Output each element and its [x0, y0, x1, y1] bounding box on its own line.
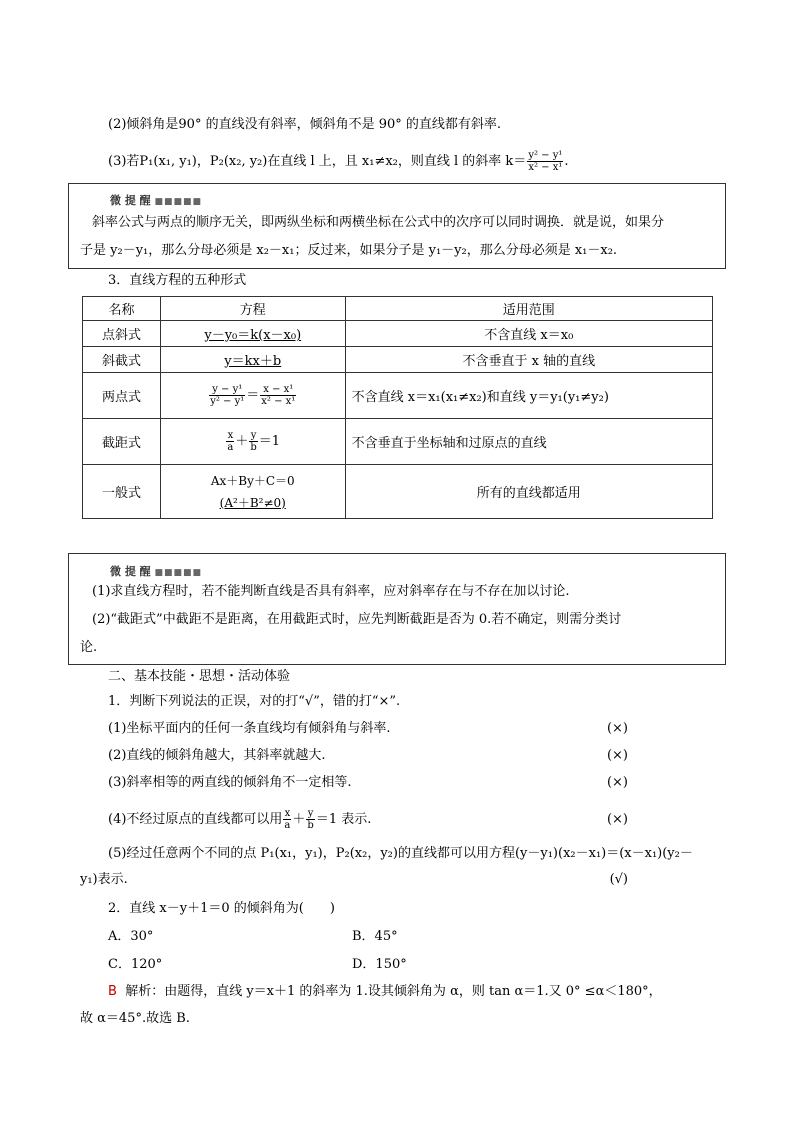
item-text: (2)直线的倾斜角越大，其斜率就越大. [108, 748, 326, 763]
tip-1-line-2: 子是 y₂－y₁，那么分母必须是 x₂－x₁；反过来，如果分子是 y₁－y₂，那么分母必须是 x₁－x₂. [80, 243, 618, 258]
table-row [83, 347, 713, 373]
equation-operator: ＋ [292, 812, 306, 827]
item-mark: (×) [606, 748, 628, 763]
line-equation-forms-table [82, 296, 713, 519]
tip-2-line-2: (2)“截距式”中截距不是距离，在用截距式时，应先判断截距是否为 0.若不确定，则需分类讨 [92, 612, 622, 627]
fraction-numerator: y [250, 430, 257, 441]
form-equation-text: y－y₀＝k(x－x₀) [204, 328, 302, 343]
question-1-item-5-line-1: (5)经过任意两个不同的点 P₁(x₁，y₁)，P₂(x₂，y₂)的直线都可以用方程(y－y₁)(x₂－x₁)＝(x－x₁)(y₂－ [108, 846, 693, 861]
question-2-stem: 2．直线 x－y＋1＝0 的倾斜角为( ) [108, 901, 335, 916]
question-2-analysis-line-1 [108, 983, 662, 1001]
form-scope: 所有的直线都适用 [345, 465, 712, 519]
option-b: B．45° [352, 929, 398, 944]
form-scope: 不含垂直于坐标轴和过原点的直线 [345, 419, 712, 465]
form-equation [160, 419, 345, 465]
question-2-analysis-line-2: 故 α＝45°.故选 B. [80, 1011, 190, 1026]
table-row [83, 419, 713, 465]
slope-fraction-numerator: y² − y¹ [528, 150, 563, 161]
option-d: D．150° [352, 957, 407, 972]
fraction-numerator: x [227, 430, 234, 441]
table-header-cell: 名称 [83, 297, 161, 321]
fraction-denominator: a [284, 820, 291, 831]
item-mark: (×) [606, 775, 628, 790]
fraction-numerator: x [284, 808, 291, 819]
note-slope-formula-text: (3)若P₁(x₁, y₁)，P₂(x₂, y₂)在直线 l 上，且 x₁≠x₂，则直线 l 的斜率 k＝ [108, 154, 527, 169]
note-slope-formula [108, 150, 569, 173]
question-1-item [108, 720, 628, 738]
analysis-text: 解析：由题得，直线 y＝x＋1 的斜率为 1.设其倾斜角为 α，则 tan α＝1.又 0° ≤α＜180°， [125, 984, 662, 999]
form-equation [160, 321, 345, 347]
item-text: ＝1 表示. [315, 812, 372, 827]
tip-1-title-text: 微 提 醒 [110, 194, 151, 207]
tip-1-dots: ■■■■■ [154, 197, 203, 207]
equation-fraction [260, 384, 296, 407]
item-text: (1)坐标平面内的任何一条直线均有倾斜角与斜率. [108, 721, 391, 736]
form-name: 截距式 [83, 419, 161, 465]
form-name: 一般式 [83, 465, 161, 519]
fraction-denominator: b [250, 442, 257, 453]
form-name: 点斜式 [83, 321, 161, 347]
intercept-fraction [283, 808, 291, 831]
item-text: (3)斜率相等的两直线的倾斜角不一定相等. [108, 775, 352, 790]
table-header-cell: 适用范围 [345, 297, 712, 321]
fraction-numerator: y − y¹ [209, 384, 245, 396]
equation-fraction [226, 430, 234, 453]
equation-fraction [249, 430, 257, 453]
slope-fraction-denominator: x² − x¹ [528, 162, 563, 173]
form-equation [160, 465, 345, 519]
tip-1-title [110, 192, 202, 208]
item-mark: (×) [606, 721, 628, 736]
table-header-row [83, 297, 713, 321]
form-equation [160, 373, 345, 419]
section-3-heading: 3．直线方程的五种形式 [108, 273, 247, 288]
note-slope-formula-end: . [564, 154, 569, 169]
table-row [83, 373, 713, 419]
item-mark: (×) [606, 812, 628, 827]
form-equation-text: Ax＋By＋C＝0 [210, 473, 295, 488]
tip-2-dots: ■■■■■ [154, 568, 203, 578]
equation-fraction [209, 384, 245, 407]
form-scope: 不含垂直于 x 轴的直线 [345, 347, 712, 373]
equation-operator: ＝ [246, 388, 260, 403]
fraction-denominator: y² − y¹ [210, 396, 245, 407]
tip-1-line-1: 斜率公式与两点的顺序无关，即两纵坐标和两横坐标在公式中的次序可以同时调换．就是说，如果分 [92, 215, 665, 230]
note-vertical-slope: (2)倾斜角是90° 的直线没有斜率，倾斜角不是 90° 的直线都有斜率. [108, 117, 502, 132]
question-1-item [108, 747, 628, 765]
equation-tail: ＝1 [258, 434, 281, 449]
question-1-item [108, 806, 628, 834]
fraction-numerator: x − x¹ [260, 384, 296, 396]
question-1-stem: 1．判断下列说法的正误，对的打“√”，错的打“×”. [108, 694, 401, 709]
form-equation-condition: (A²＋B²≠0) [219, 495, 286, 510]
option-c: C．120° [108, 957, 163, 972]
table-row [83, 465, 713, 519]
tip-2-line-3: 论. [80, 640, 98, 655]
tip-2-title-text: 微 提 醒 [110, 565, 151, 578]
table-row [83, 321, 713, 347]
item-text: y₁)表示. [80, 872, 128, 887]
form-name: 两点式 [83, 373, 161, 419]
fraction-numerator: y [307, 808, 314, 819]
question-1-item [80, 871, 628, 889]
fraction-denominator: b [307, 820, 314, 831]
intercept-fraction [306, 808, 314, 831]
slope-fraction [527, 150, 563, 173]
table-header-cell: 方程 [160, 297, 345, 321]
item-text: (4)不经过原点的直线都可以用 [108, 812, 283, 827]
form-scope: 不含直线 x＝x₀ [345, 321, 712, 347]
form-equation-text: y＝kx＋b [224, 354, 282, 369]
tip-2-title [110, 563, 202, 579]
part-2-heading: 二、基本技能・思想・活动体验 [108, 669, 291, 684]
tip-2-line-1: (1)求直线方程时，若不能判断直线是否具有斜率，应对斜率存在与不存在加以讨论. [92, 584, 570, 599]
answer-letter: B [108, 984, 117, 999]
fraction-denominator: x² − x¹ [261, 396, 296, 407]
question-1-item [108, 774, 628, 792]
form-scope: 不含直线 x＝x₁(x₁≠x₂)和直线 y＝y₁(y₁≠y₂) [345, 373, 712, 419]
equation-operator: ＋ [235, 434, 249, 449]
item-mark: (√) [609, 872, 628, 887]
option-a: A．30° [108, 929, 154, 944]
form-name: 斜截式 [83, 347, 161, 373]
form-equation [160, 347, 345, 373]
fraction-denominator: a [227, 442, 234, 453]
